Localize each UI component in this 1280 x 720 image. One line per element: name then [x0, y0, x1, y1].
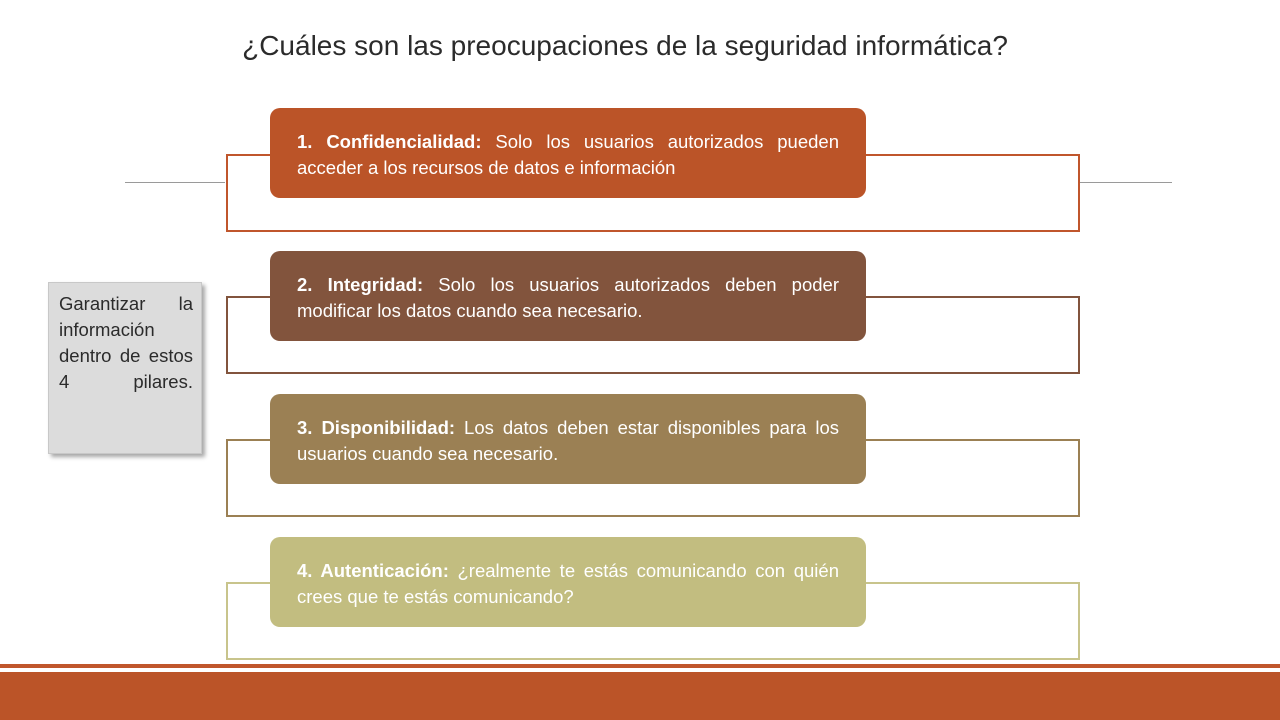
item-text	[297, 129, 839, 181]
side-note-box: Garantizar la información dentro de estos 4 pilares.	[48, 282, 202, 454]
item-term: 2. Integridad:	[297, 273, 424, 295]
item-description: Solo los usuarios autorizados deben poder modificar los datos cuando sea necesario.	[297, 273, 839, 321]
item-description: Solo los usuarios autorizados pueden acceder a los recursos de datos e información	[297, 130, 839, 178]
decorative-line-right	[1080, 182, 1172, 183]
item-pill-confidencialidad	[270, 108, 866, 198]
item-pill-autenticacion	[270, 537, 866, 627]
item-text	[297, 415, 839, 467]
item-pill-integridad	[270, 251, 866, 341]
item-description: Los datos deben estar disponibles para los usuarios cuando sea necesario.	[297, 416, 840, 464]
item-text	[297, 272, 839, 324]
item-text	[297, 558, 839, 610]
item-pill-disponibilidad	[270, 394, 866, 484]
item-term: 3. Disponibilidad:	[297, 416, 456, 438]
footer-bar	[0, 672, 1280, 720]
item-term: 4. Autenticación:	[297, 559, 449, 581]
slide-title: ¿Cuáles son las preocupaciones de la seguridad informática?	[242, 30, 1008, 61]
item-term: 1. Confidencialidad:	[297, 130, 482, 152]
footer-accent-line	[0, 664, 1280, 668]
decorative-line-left	[125, 182, 225, 183]
item-description: ¿realmente te estás comunicando con quién crees que te estás comunicando?	[297, 559, 839, 607]
